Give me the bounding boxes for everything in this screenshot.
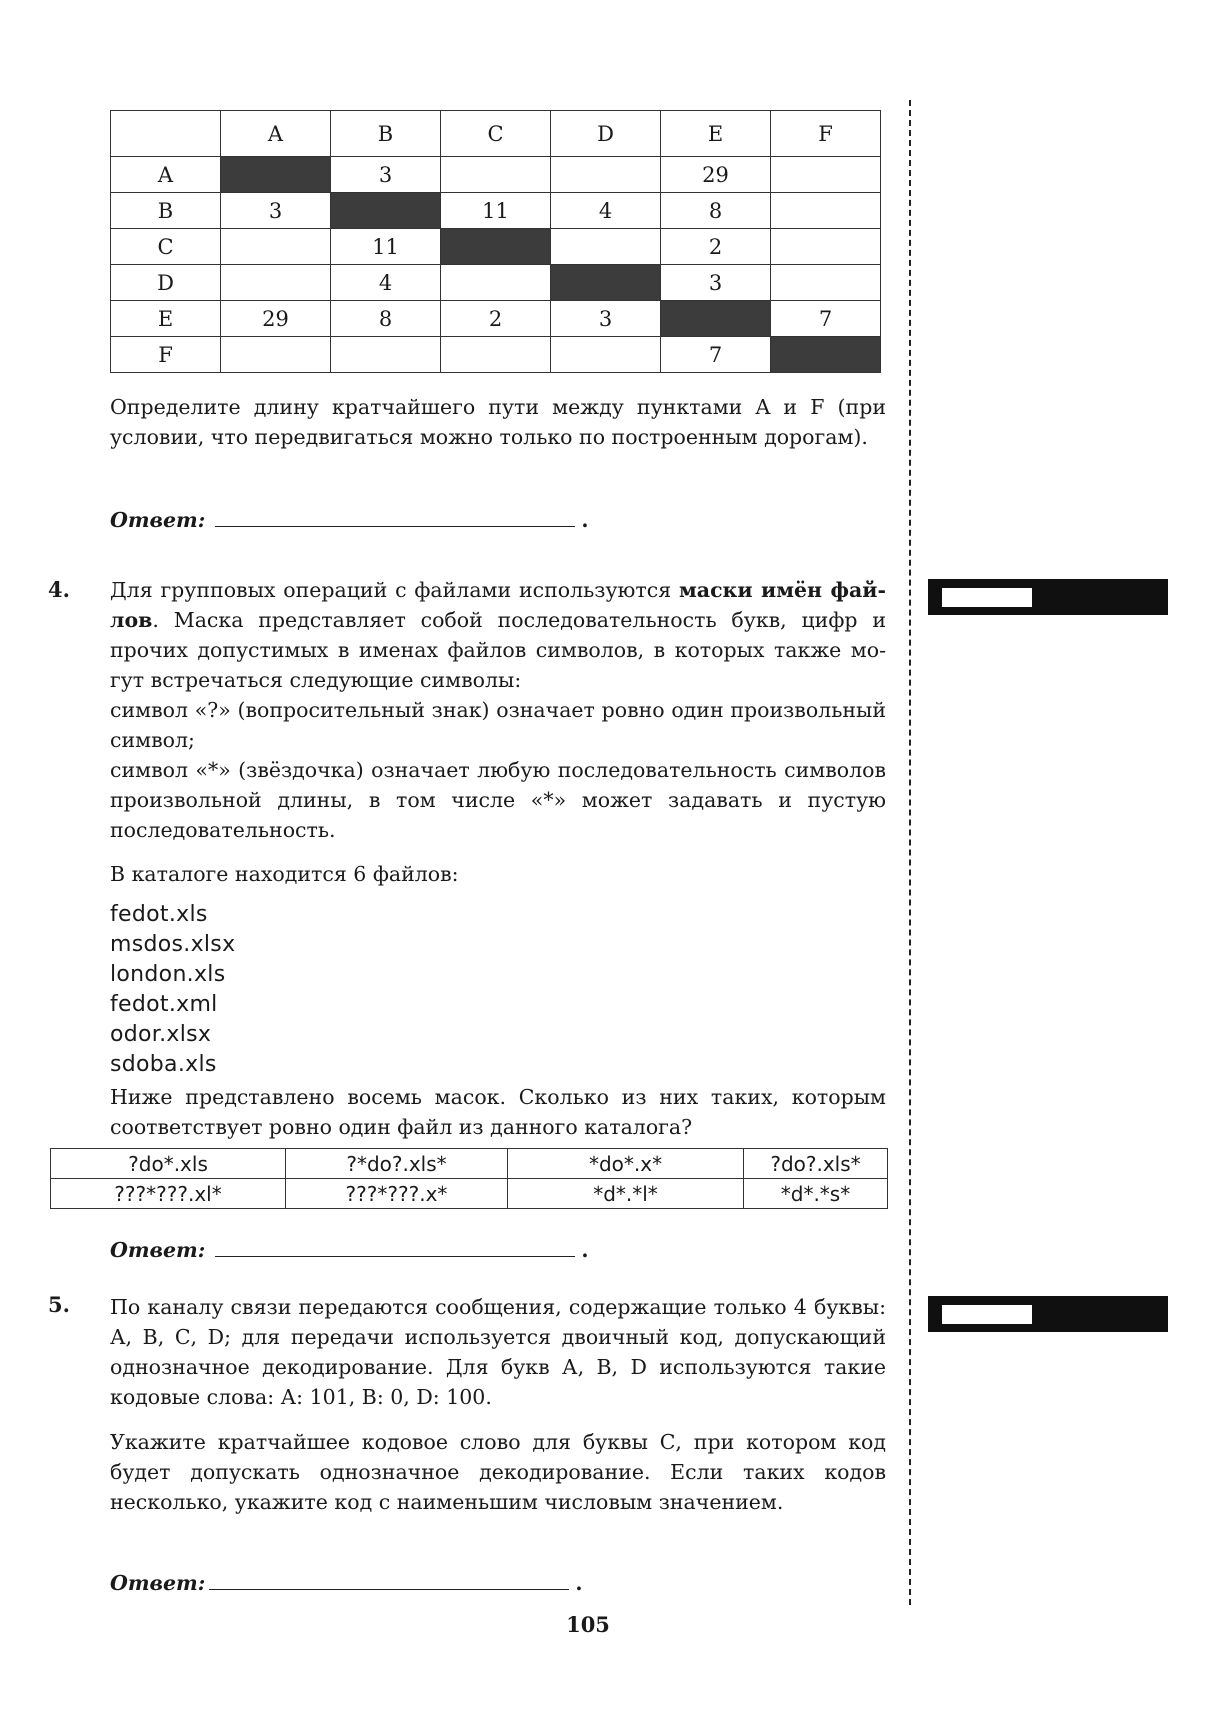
distance-cell: 7 [771, 301, 881, 337]
file-name: london.xls [110, 962, 226, 987]
distance-cell [771, 337, 881, 373]
distance-cell [551, 229, 661, 265]
distance-cell [441, 229, 551, 265]
distance-cell: 4 [331, 265, 441, 301]
distance-cell [221, 157, 331, 193]
row-header: A [111, 157, 221, 193]
distance-cell: 3 [221, 193, 331, 229]
table-row [111, 301, 881, 337]
distance-cell: 4 [551, 193, 661, 229]
task3-answer: Ответ: . [110, 508, 589, 532]
distance-cell [331, 193, 441, 229]
task3-question: Определите длину кратчайшего пути между пунктами A и F (при условии, что передвигаться можно только по построенным дорогам). [110, 395, 886, 449]
distance-cell: 2 [661, 229, 771, 265]
distance-cell [221, 229, 331, 265]
column-header: A [221, 111, 331, 157]
row-header: C [111, 229, 221, 265]
table-header-row [111, 111, 881, 157]
page-number: 105 [566, 1612, 610, 1637]
distance-cell: 8 [331, 301, 441, 337]
mask-cell: *d*.*l* [508, 1179, 744, 1209]
distance-cell: 29 [221, 301, 331, 337]
file-name: odor.xlsx [110, 1022, 212, 1047]
mask-cell: *do*.x* [508, 1149, 744, 1179]
column-header: F [771, 111, 881, 157]
mask-table [50, 1148, 888, 1209]
task5-question: Укажите кратчайшее кодовое слово для буквы С, при котором код будет допускать однозначное декодирование. Если таких кодов несколько, укажите код с наименьшим числовым значением. [110, 1430, 886, 1514]
task4-number: 4. [48, 577, 70, 602]
task4-rule-asterisk: символ «*» (звёздочка) означает любую последовательность символов произвольной длины, в том числе «*» может задавать и пустую последовательность. [110, 758, 886, 842]
task5-number: 5. [48, 1292, 70, 1317]
mask-cell: ?do*.xls [51, 1149, 286, 1179]
distance-cell [551, 157, 661, 193]
column-header [111, 111, 221, 157]
task5-answer: Ответ: . [110, 1571, 583, 1595]
answer-field[interactable] [215, 508, 575, 527]
task4-answer: Ответ: . [110, 1238, 589, 1262]
answer-field[interactable] [215, 1238, 575, 1257]
distance-cell [771, 193, 881, 229]
mask-row [51, 1179, 888, 1209]
table-row [111, 193, 881, 229]
distance-cell: 11 [331, 229, 441, 265]
task4-answer-box [928, 579, 1168, 615]
task4-catalog: В каталоге находится 6 файлов: [110, 862, 459, 886]
distance-cell [441, 265, 551, 301]
distance-cell [441, 337, 551, 373]
cut-line [909, 100, 911, 1605]
distance-cell [551, 337, 661, 373]
row-header: F [111, 337, 221, 373]
mask-cell: ?*do?.xls* [286, 1149, 508, 1179]
mask-cell: ?do?.xls* [744, 1149, 888, 1179]
file-list [110, 900, 235, 1080]
answer-label: Ответ: [110, 1238, 206, 1262]
task5-condition: По каналу связи передаются сообщения, содержащие только 4 буквы: А, В, С, D; для передачи используется двоичный код, допускающий однозначное декодирование. Для букв А, В, D используются такие кодовые слова: А: 101, В: 0, D: 100. [110, 1295, 886, 1409]
file-name: sdoba.xls [110, 1052, 217, 1077]
distance-cell [221, 265, 331, 301]
answer-label: Ответ: [110, 508, 206, 532]
distance-cell [221, 337, 331, 373]
distance-cell [771, 229, 881, 265]
distance-cell [331, 337, 441, 373]
mask-cell: ???*???.xl* [51, 1179, 286, 1209]
mask-row [51, 1149, 888, 1179]
distance-cell: 3 [551, 301, 661, 337]
file-name: fedot.xls [110, 902, 208, 927]
distance-cell: 8 [661, 193, 771, 229]
answer-label: Ответ: [110, 1571, 206, 1595]
table-row [111, 229, 881, 265]
file-name: fedot.xml [110, 992, 218, 1017]
column-header: B [331, 111, 441, 157]
mask-cell: ???*???.x* [286, 1179, 508, 1209]
row-header: E [111, 301, 221, 337]
distance-cell [771, 265, 881, 301]
column-header: D [551, 111, 661, 157]
row-header: D [111, 265, 221, 301]
table-row [111, 265, 881, 301]
file-name: msdos.xlsx [110, 932, 236, 957]
distance-cell [441, 157, 551, 193]
task4-rule-question-mark: символ «?» (вопросительный знак) означает ровно один произвольный символ; [110, 698, 886, 752]
task5-answer-box [928, 1296, 1168, 1332]
column-header: E [661, 111, 771, 157]
distance-cell [771, 157, 881, 193]
distance-table [110, 110, 881, 373]
distance-cell [551, 265, 661, 301]
task4-question: Ниже представлено восемь масок. Сколько из них таких, которым соответствует ровно один файл из данного каталога? [110, 1085, 886, 1139]
distance-cell: 2 [441, 301, 551, 337]
answer-field[interactable] [209, 1571, 569, 1590]
distance-cell: 11 [441, 193, 551, 229]
distance-cell: 29 [661, 157, 771, 193]
task4-intro: Для групповых операций с файлами используются маски имён файлов. Маска представляет собой последовательность букв, цифр и прочих допустимых в именах файлов символов, в которых также могут встречаться следующие символы: [110, 578, 886, 692]
table-row [111, 337, 881, 373]
column-header: C [441, 111, 551, 157]
table-row [111, 157, 881, 193]
mask-cell: *d*.*s* [744, 1179, 888, 1209]
row-header: B [111, 193, 221, 229]
distance-cell: 3 [661, 265, 771, 301]
distance-cell: 3 [331, 157, 441, 193]
distance-cell [661, 301, 771, 337]
distance-cell: 7 [661, 337, 771, 373]
